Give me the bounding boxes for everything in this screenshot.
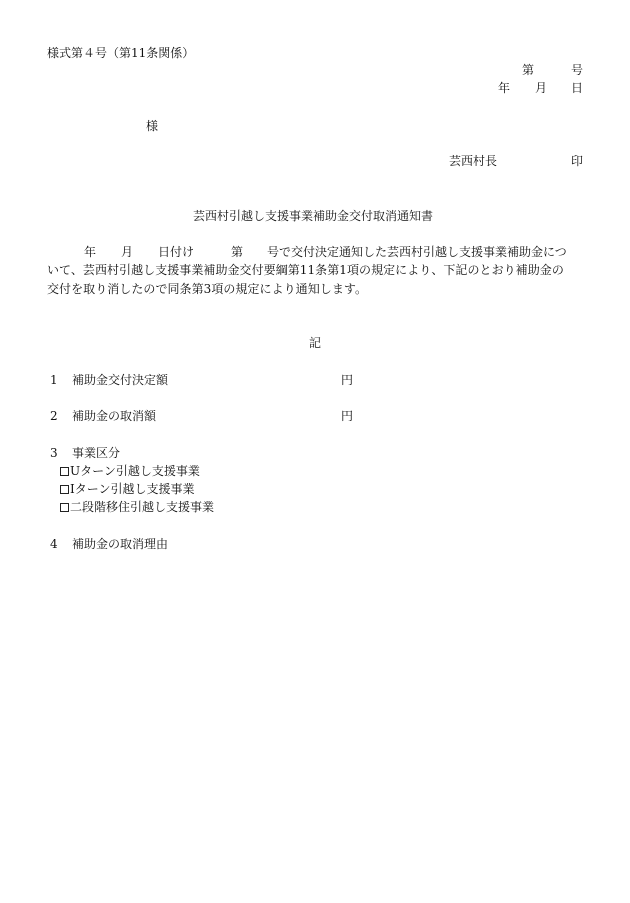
item-1-unit: 円	[341, 373, 354, 387]
item-3-number: 3	[50, 446, 58, 460]
option-i-turn	[60, 483, 195, 495]
body-line-3: 交付を取り消したので同条第3項の規定により通知します。	[47, 282, 368, 296]
date-year: 年	[498, 81, 511, 95]
body-line-1-month: 月	[121, 245, 134, 259]
option-two-step	[60, 501, 214, 513]
item-1-number: 1	[50, 373, 58, 387]
item-2-label: 補助金の取消額	[72, 409, 157, 423]
item-3-label: 事業区分	[72, 446, 121, 460]
body-line-2: いて、芸西村引越し支援事業補助金交付要綱第11条第1項の規定により、下記のとおり補助金の	[47, 263, 564, 277]
document-number-go: 号	[571, 63, 584, 77]
item-1-label: 補助金交付決定額	[72, 373, 169, 387]
item-4-label: 補助金の取消理由	[72, 537, 169, 551]
date-day: 日	[571, 81, 584, 95]
ki-heading: 記	[309, 336, 322, 350]
date-month: 月	[535, 81, 548, 95]
body-line-1-dai: 第	[231, 245, 244, 259]
form-number: 様式第４号（第11条関係）	[47, 46, 195, 60]
body-line-1-year: 年	[84, 245, 97, 259]
addressee-suffix: 様	[146, 119, 159, 133]
empty-checkbox-icon	[60, 467, 69, 476]
item-4-number: 4	[50, 537, 58, 551]
option-two-step-label: 二段階移住引越し支援事業	[70, 500, 215, 514]
document-title: 芸西村引越し支援事業補助金交付取消通知書	[193, 209, 434, 223]
item-2-number: 2	[50, 409, 58, 423]
empty-checkbox-icon	[60, 485, 69, 494]
option-u-turn	[60, 465, 200, 477]
body-line-1-dated: 日付け	[158, 245, 195, 259]
option-u-turn-label: Uターン引越し支援事業	[70, 464, 200, 478]
body-line-1-rest: 号で交付決定通知した芸西村引越し支援事業補助金につ	[267, 245, 567, 259]
issuer-name: 芸西村長	[449, 154, 498, 168]
empty-checkbox-icon	[60, 503, 69, 512]
document-number-dai: 第	[522, 63, 535, 77]
seal-mark: 印	[571, 154, 584, 168]
option-i-turn-label: Iターン引越し支援事業	[70, 482, 195, 496]
item-2-unit: 円	[341, 409, 354, 423]
